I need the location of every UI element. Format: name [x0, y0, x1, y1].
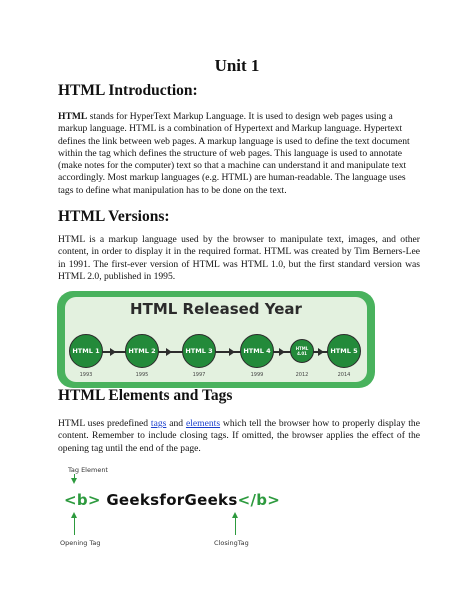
tag-content: GeeksforGeeks	[106, 491, 238, 509]
timeline-node-html3: HTML 3	[182, 334, 216, 368]
timeline-year: 1997	[192, 372, 206, 378]
timeline-node-html1: HTML 1	[69, 334, 103, 368]
elements-text-before: HTML uses predefined	[58, 418, 151, 429]
timeline-year: 2012	[295, 372, 309, 378]
tag-element-caption: Tag Element	[68, 466, 108, 474]
opening-tag-caption: Opening Tag	[60, 539, 101, 547]
timeline-year: 1995	[135, 372, 149, 378]
banner-title: HTML Released Year	[130, 300, 302, 318]
elements-paragraph	[58, 418, 420, 455]
timeline-node-html5: HTML 5	[327, 334, 361, 368]
timeline-node-html2: HTML 2	[125, 334, 159, 368]
timeline-arrow	[318, 348, 324, 356]
html-released-year-banner	[57, 291, 375, 388]
versions-paragraph: HTML is a markup language used by the browser to manipulate text, images, and other content, in order to display it in the required format. HTML was created by Tim Berners-Lee in 1991. The first-ever version of HTML was HTML 1.0, but the first standard version was HTML 2.0, published in 1995.	[58, 234, 420, 282]
elements-heading: HTML Elements and Tags	[58, 387, 233, 404]
timeline-year: 2014	[337, 372, 351, 378]
timeline-node-html4: HTML 4	[240, 334, 274, 368]
elements-text-mid: and	[166, 418, 186, 429]
timeline-arrow	[110, 348, 116, 356]
page-title: Unit 1	[214, 56, 260, 75]
versions-heading: HTML Versions:	[58, 208, 170, 225]
timeline-arrow	[279, 348, 285, 356]
banner-panel	[65, 297, 367, 382]
opening-tag-line	[74, 517, 75, 535]
tag-element-line	[74, 474, 75, 480]
intro-lead: HTML	[58, 111, 88, 122]
closing-tag-caption: ClosingTag	[214, 539, 249, 547]
intro-paragraph	[58, 111, 420, 197]
closing-tag: </b>	[237, 491, 281, 509]
timeline-arrow	[166, 348, 172, 356]
intro-heading: HTML Introduction:	[58, 82, 198, 99]
intro-text: stands for HyperText Markup Language. It is used to design web pages using a markup language. HTML is a combination of Hypertext and Markup language. Hypertext defines the link between web pages. A markup language is used to define the text document within the tag which defines the structure of web pages. This language is used to annotate (make notes for the computer) text so that a machine can understand it and manipulate text accordingly. Most markup languages (e.g. HTML) are human-readable. The language uses tags to define what manipulation has to be done on the text.	[58, 111, 410, 196]
closing-tag-line	[235, 517, 236, 535]
timeline-node-html401: HTML 4.01	[290, 339, 314, 363]
elements-text-after: which tell the browser how to properly display the content. Remember to include closing tags. If omitted, the browser applies the effect of the opening tag until the end of the page.	[58, 418, 420, 454]
elements-link[interactable]: elements	[185, 418, 221, 429]
opening-tag: <b>	[64, 491, 101, 509]
timeline-arrow	[229, 348, 235, 356]
timeline-year: 1999	[250, 372, 264, 378]
tag-example	[64, 491, 280, 509]
timeline-year: 1993	[79, 372, 93, 378]
tags-link[interactable]: tags	[150, 418, 167, 429]
